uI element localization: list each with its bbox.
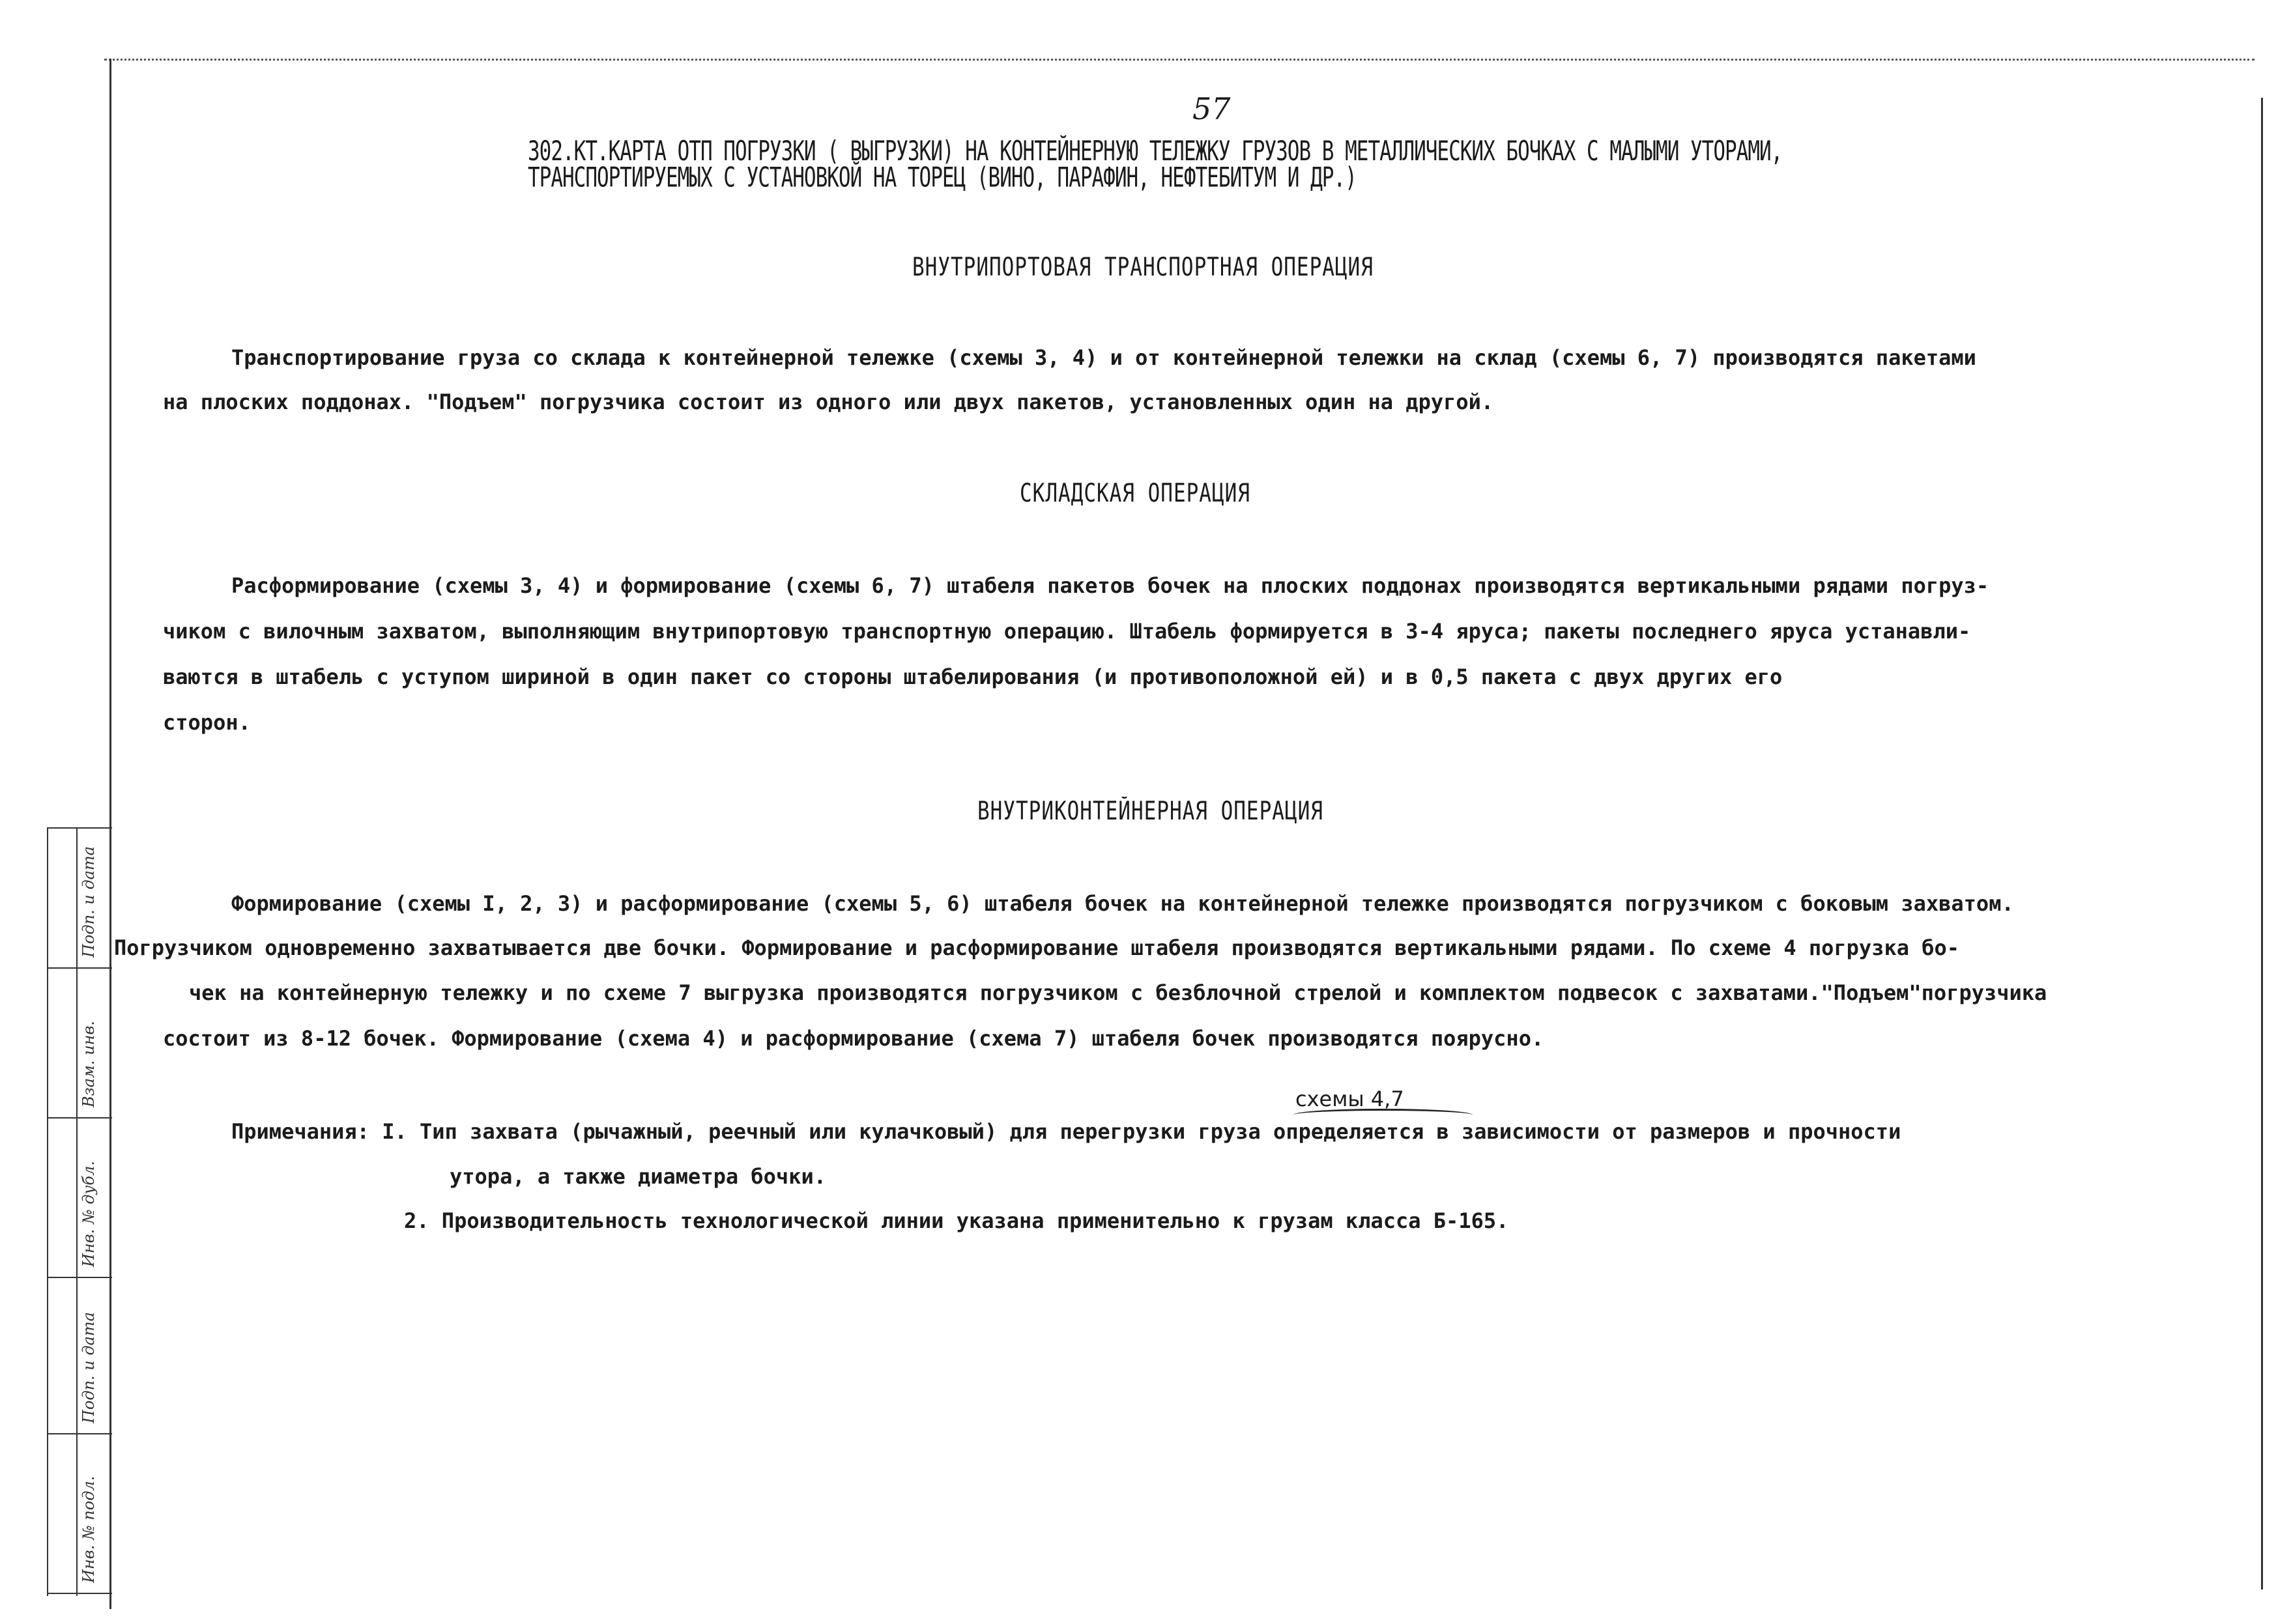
stamp-divider [47,1117,112,1118]
title-line-2: ТРАНСПОРТИРУЕМЫХ С УСТАНОВКОЙ НА ТОРЕЦ (ВИНО, ПАРАФИН, НЕФТЕБИТУМ И ДР.) [528,162,1357,194]
stamp-line [47,827,48,1596]
stamp-divider [47,1277,112,1278]
page-right-border [2261,98,2263,1589]
stamp-label: Подп. и дата [79,1312,98,1423]
paragraph-line: Формирование (схемы I, 2, 3) и расформирование (схемы 5, 6) штабеля бочек на контейнерной тележке производятся погрузчиком с боковым захватом. [231,891,2014,916]
note-line-1: Примечания: I. Тип захвата (рычажный, реечный или кулачковый) для перегрузки груза определяется в зависимости от размеров и прочности [231,1119,1901,1144]
paragraph-line: состоит из 8-12 бочек. Формирование (схема 4) и расформирование (схема 7) штабеля бочек производятся поярусно. [163,1026,1544,1051]
document-title [528,135,2222,194]
margin-stamp [47,827,119,1596]
section-heading-warehouse: СКЛАДСКАЯ ОПЕРАЦИЯ [1020,479,1250,508]
page-number: 57 [1192,91,1231,126]
section-heading-intraport: ВНУТРИПОРТОВАЯ ТРАНСПОРТНАЯ ОПЕРАЦИЯ [912,253,1374,282]
note-line-2: утора, а также диаметра бочки. [450,1164,826,1189]
page-top-border [104,59,2255,61]
section-heading-intracontainer: ВНУТРИКОНТЕЙНЕРНАЯ ОПЕРАЦИЯ [977,797,1323,826]
stamp-divider [47,1593,112,1594]
handwritten-insert: схемы 4,7 [1295,1087,1404,1111]
paragraph-line: Транспортирование груза со склада к контейнерной тележке (схемы 3, 4) и от контейнерной тележки на склад (схемы 6, 7) производятся пакетами [231,345,1976,370]
paragraph-line: Погрузчиком одновременно захватывается две бочки. Формирование и расформирование штабеля производятся вертикальными рядами. По схеме 4 погрузка бо- [114,935,1960,960]
paragraph-line: сторон. [163,710,251,735]
stamp-label: Подп. и дата [79,846,98,958]
paragraph-line: Расформирование (схемы 3, 4) и формирование (схемы 6, 7) штабеля пакетов бочек на плоских поддонах производятся вертикальными рядами погруз- [231,573,1989,598]
stamp-divider [47,827,112,829]
stamp-line [76,827,78,1596]
title-line-1: 302.КТ.КАРТА ОТП ПОГРУЗКИ ( ВЫГРУЗКИ) НА КОНТЕЙНЕРНУЮ ТЕЛЕЖКУ ГРУЗОВ В МЕТАЛЛИЧЕСКИХ БОЧКАХ С МАЛЫМИ УТОРАМИ, [528,135,1783,167]
paragraph-line: чек на контейнерную тележку и по схеме 7 выгрузка производятся погрузчиком с безблочной стрелой и комплектом подвесок с захватами."Подъем"погрузчика [189,980,2047,1005]
paragraph-line: ваются в штабель с уступом шириной в один пакет со стороны штабелирования (и противоположной ей) и в 0,5 пакета с двух других его [163,664,1783,689]
stamp-divider [47,967,112,969]
paragraph-line: чиком с вилочным захватом, выполняющим внутрипортовую транспортную операцию. Штабель формируется в 3-4 яруса; пакеты последнего яруса устанавли- [163,619,1971,644]
stamp-label: Взам. инв. [79,1020,98,1107]
paragraph-line: на плоских поддонах. "Подъем" погрузчика состоит из одного или двух пакетов, установленных один на другой. [163,390,1494,414]
note-line-3: 2. Производительность технологической линии указана применительно к грузам класса Б-165. [404,1208,1509,1233]
stamp-label: Инв. № подл. [79,1475,98,1583]
stamp-divider [47,1433,112,1434]
stamp-label: Инв. № дубл. [79,1161,98,1267]
